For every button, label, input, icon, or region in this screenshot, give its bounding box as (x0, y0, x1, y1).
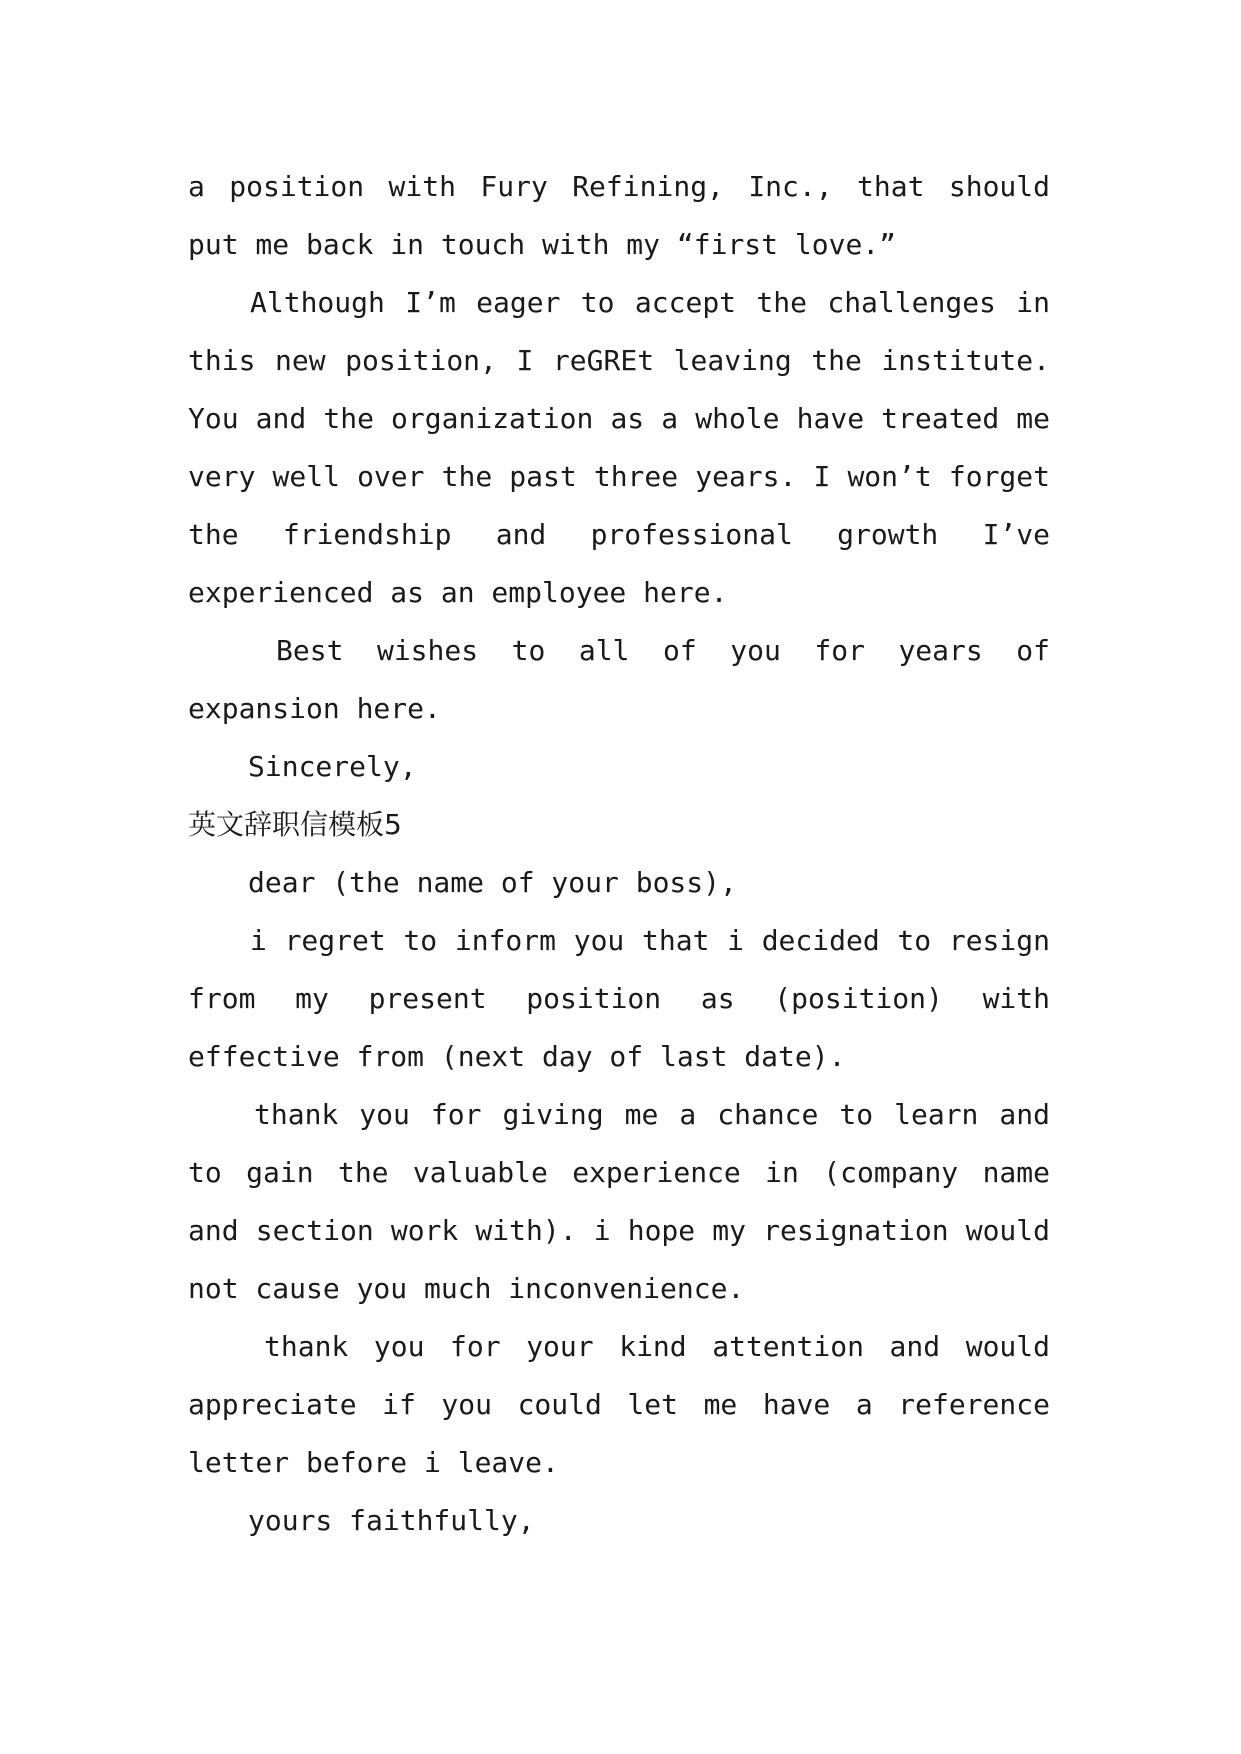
text-line: not cause you much inconvenience. (188, 1272, 745, 1305)
text-line: thank you for your kind attention and would (264, 1330, 1050, 1363)
text-line: thank you for giving me a chance to learn and (254, 1098, 1050, 1131)
letter4-paragraph-2 (188, 274, 1050, 622)
text-line: effective from (next day of last date). (188, 1040, 846, 1073)
text-line: this new position, I reGREt leaving the institute. (188, 344, 1050, 377)
text-line: Best wishes to all of you for years of (276, 634, 1050, 667)
text-line: expansion here. (188, 692, 441, 725)
text-line: to gain the valuable experience in (company name (188, 1156, 1050, 1189)
text-line: letter before i leave. (188, 1446, 559, 1479)
text-line: experienced as an employee here. (188, 576, 728, 609)
text-line: put me back in touch with my “first love.” (188, 228, 897, 261)
letter5-salutation (188, 854, 1050, 912)
letter5-paragraph-2 (188, 1086, 1050, 1318)
closing-text: Sincerely, (248, 750, 417, 783)
letter4-paragraph-1 (188, 158, 1050, 274)
closing-text: yours faithfully, (248, 1504, 535, 1537)
section-heading: 英文辞职信模板5 (188, 808, 402, 841)
text-line: You and the organization as a whole have treated me (188, 402, 1050, 435)
text-line: Although I’m eager to accept the challenges in (250, 286, 1050, 319)
text-line: very well over the past three years. I won’t forget (188, 460, 1050, 493)
text-line: i regret to inform you that i decided to resign (250, 924, 1050, 957)
text-line: and section work with). i hope my resignation would (188, 1214, 1050, 1247)
letter4-paragraph-3 (188, 622, 1050, 738)
text-line: a position with Fury Refining, Inc., that should (188, 170, 1050, 203)
text-line: from my present position as (position) with (188, 982, 1050, 1015)
text-line: appreciate if you could let me have a reference (188, 1388, 1050, 1421)
text-line: the friendship and professional growth I’ve (188, 518, 1050, 551)
letter5-paragraph-3 (188, 1318, 1050, 1492)
letter5-closing (188, 1492, 1050, 1550)
document-body (188, 158, 1050, 1550)
salutation-text: dear (the name of your boss), (248, 866, 737, 899)
letter5-paragraph-1 (188, 912, 1050, 1086)
letter4-closing (188, 738, 1050, 796)
